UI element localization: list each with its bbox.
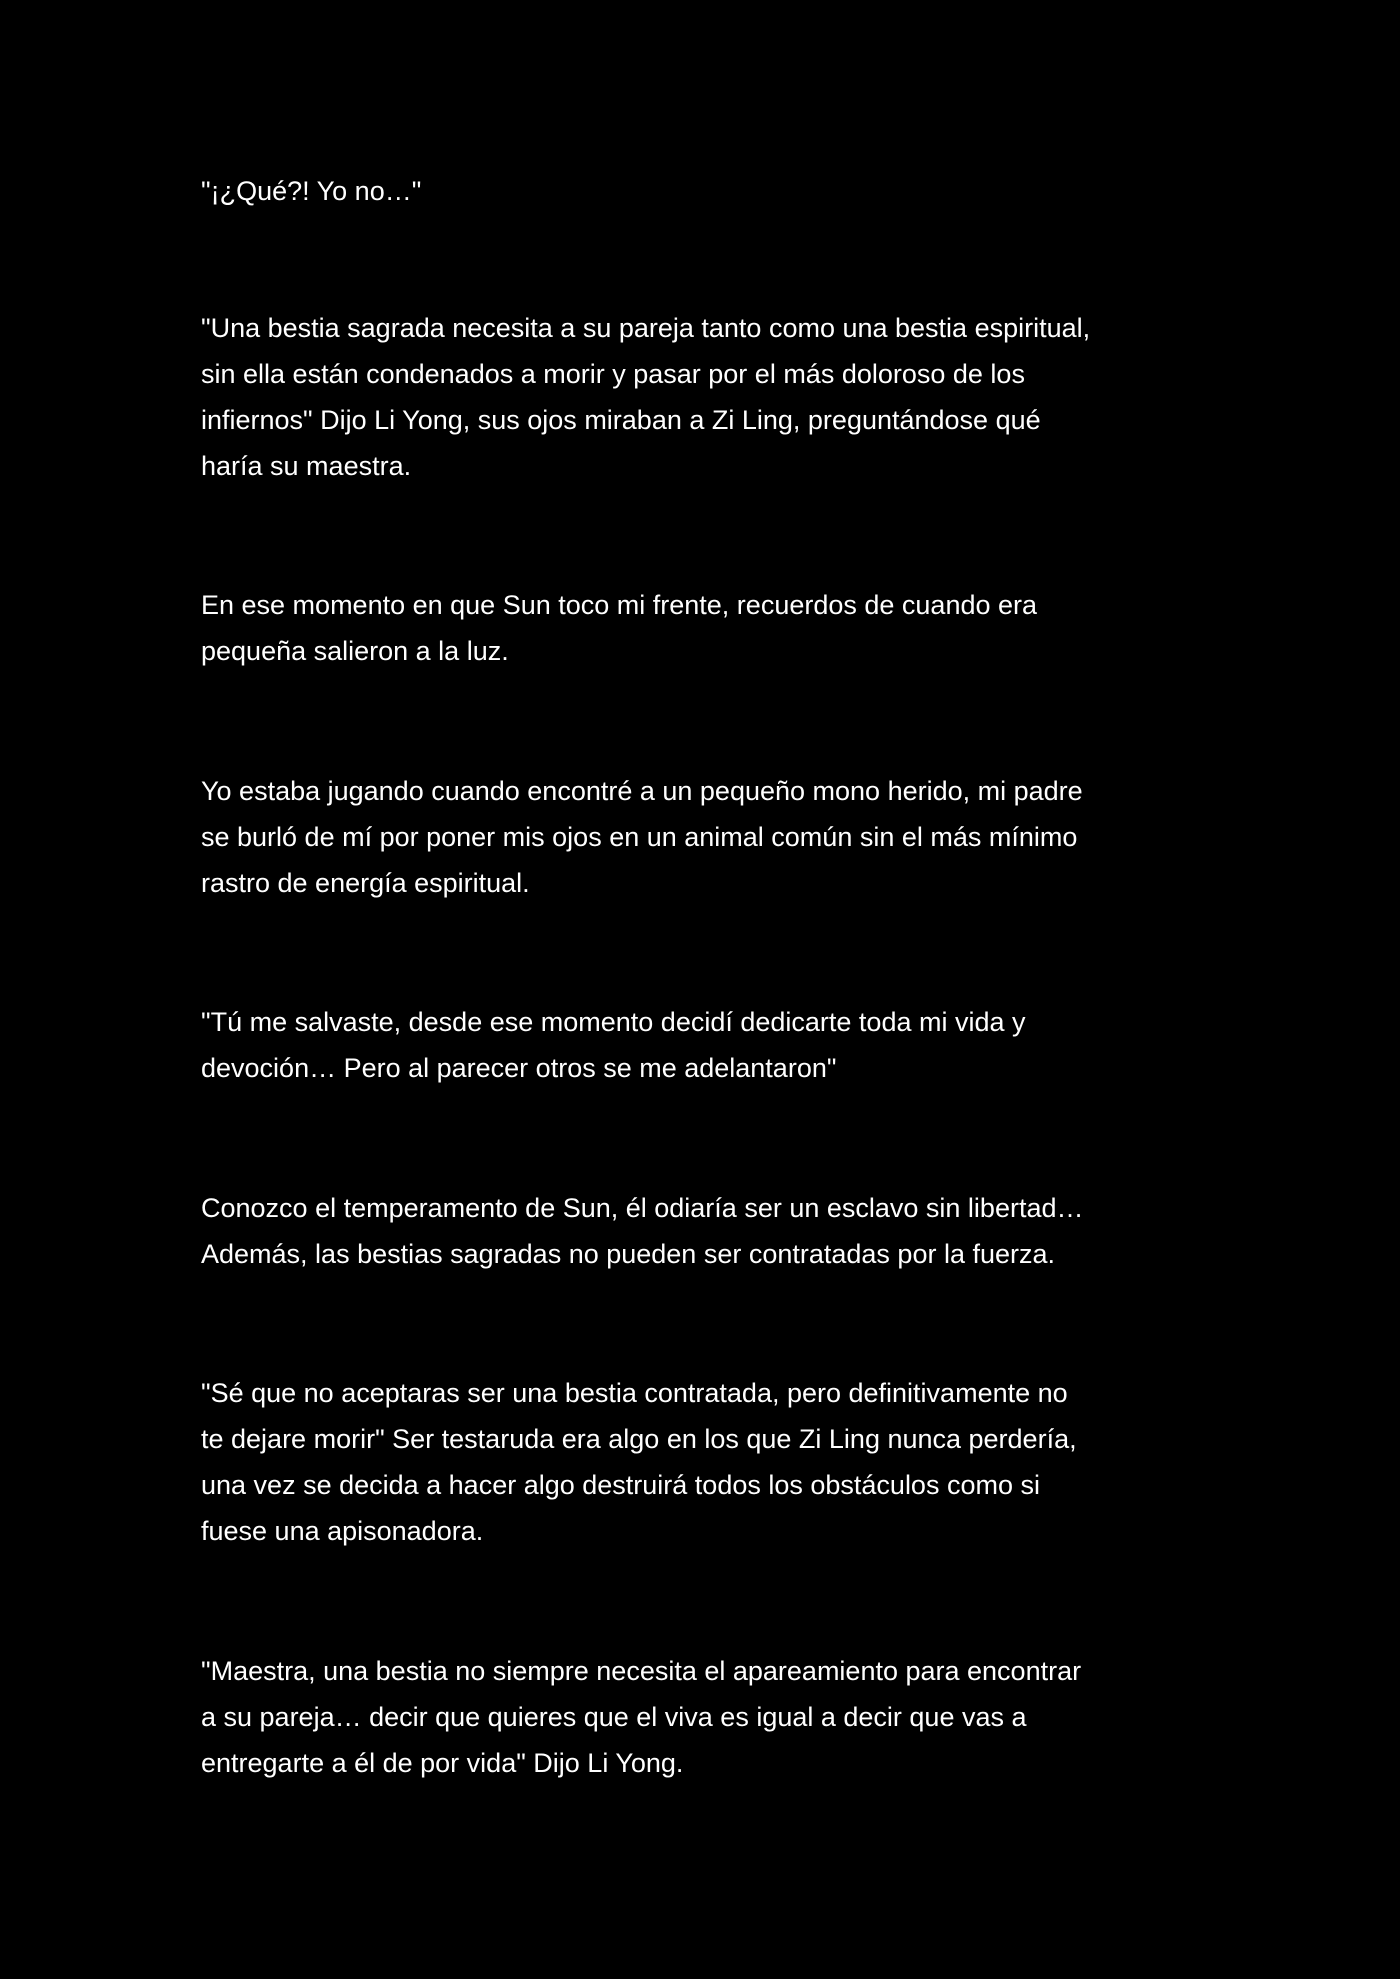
paragraph-5 [201, 999, 1211, 1091]
text-line: "Una bestia sagrada necesita a su pareja tanto como una bestia espiritual, [201, 313, 1091, 343]
text-line: "¡¿Qué?! Yo no…" [201, 176, 422, 206]
paragraph-2 [201, 305, 1211, 489]
text-line: sin ella están condenados a morir y pasar por el más doloroso de los [201, 359, 1025, 389]
text-line: "Tú me salvaste, desde ese momento decidí dedicarte toda mi vida y [201, 1007, 1026, 1037]
text-line: devoción… Pero al parecer otros se me adelantaron" [201, 1053, 837, 1083]
text-line: rastro de energía espiritual. [201, 868, 530, 898]
text-line: a su pareja… decir que quieres que el viva es igual a decir que vas a [201, 1702, 1027, 1732]
text-line: En ese momento en que Sun toco mi frente, recuerdos de cuando era [201, 590, 1038, 620]
paragraph-4 [201, 768, 1211, 906]
text-line: Yo estaba jugando cuando encontré a un pequeño mono herido, mi padre [201, 776, 1083, 806]
text-line: haría su maestra. [201, 451, 412, 481]
text-line: te dejare morir" Ser testaruda era algo en los que Zi Ling nunca perdería, [201, 1424, 1077, 1454]
text-line: pequeña salieron a la luz. [201, 636, 509, 666]
paragraph-1 [201, 168, 1211, 214]
paragraph-6 [201, 1185, 1211, 1277]
paragraph-3 [201, 582, 1211, 674]
text-line: se burló de mí por poner mis ojos en un animal común sin el más mínimo [201, 822, 1078, 852]
text-line: infiernos" Dijo Li Yong, sus ojos miraban a Zi Ling, preguntándose qué [201, 405, 1041, 435]
paragraph-7 [201, 1370, 1211, 1554]
text-line: "Sé que no aceptaras ser una bestia contratada, pero definitivamente no [201, 1378, 1068, 1408]
text-line: entregarte a él de por vida" Dijo Li Yong. [201, 1748, 684, 1778]
text-line: Conozco el temperamento de Sun, él odiaría ser un esclavo sin libertad… [201, 1193, 1084, 1223]
text-line: fuese una apisonadora. [201, 1516, 484, 1546]
paragraph-8 [201, 1648, 1211, 1786]
text-line: "Maestra, una bestia no siempre necesita el apareamiento para encontrar [201, 1656, 1082, 1686]
text-line: una vez se decida a hacer algo destruirá todos los obstáculos como si [201, 1470, 1040, 1500]
text-line: Además, las bestias sagradas no pueden ser contratadas por la fuerza. [201, 1239, 1056, 1269]
